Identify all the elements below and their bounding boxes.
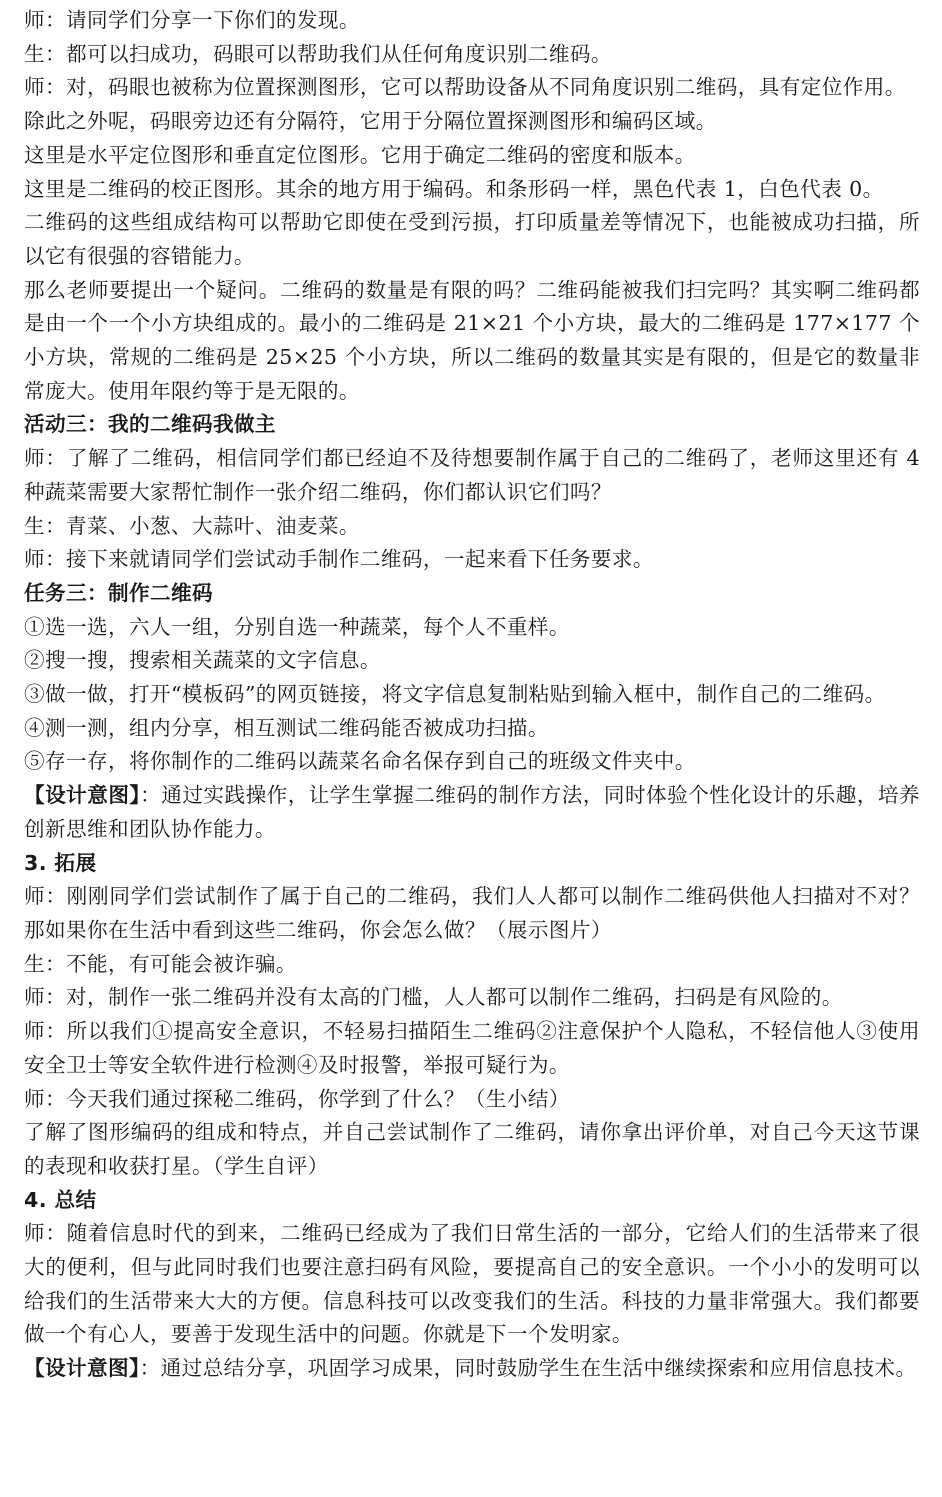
design-intent-text: ：通过总结分享，巩固学习成果，同时鼓励学生在生活中继续探索和应用信息技术。	[139, 1356, 917, 1381]
paragraph: 师：随着信息时代的到来，二维码已经成为了我们日常生活的一部分，它给人们的生活带来了很大的便利，但与此同时我们也要注意扫码有风险，要提高自己的安全意识。一个小小的发明可以给我们的生活带来大大的方便。信息科技可以改变我们的生活。科技的力量非常强大。我们都要做一个有心人，要善于发现生活中的问题。你就是下一个发明家。	[24, 1221, 920, 1347]
paragraph: 二维码的这些组成结构可以帮助它即使在受到污损，打印质量差等情况下，也能被成功扫描，所以它有很强的容错能力。	[24, 210, 920, 268]
paragraph: 师：今天我们通过探秘二维码，你学到了什么？（生小结）	[24, 1086, 570, 1111]
section-heading-task-three: 任务三：制作二维码	[24, 580, 213, 605]
design-intent-text: ：通过实践操作，让学生掌握二维码的制作方法，同时体验个性化设计的乐趣，培养创新思维和团队协作能力。	[24, 783, 920, 841]
section-heading-activity-three: 活动三：我的二维码我做主	[24, 412, 276, 437]
task-step: ②搜一搜，搜索相关蔬菜的文字信息。	[24, 648, 381, 673]
paragraph: 师：刚刚同学们尝试制作了属于自己的二维码，我们人人都可以制作二维码供他人扫描对不对？那如果你在生活中看到这些二维码，你会怎么做？（展示图片）	[24, 884, 920, 942]
task-step: ⑤存一存，将你制作的二维码以蔬菜名命名保存到自己的班级文件夹中。	[24, 749, 696, 774]
paragraph: 那么老师要提出一个疑问。二维码的数量是有限的吗？二维码能被我们扫完吗？其实啊二维码都是由一个一个小方块组成的。最小的二维码是 21×21 个小方块，最大的二维码是 177×177 个小方块，常规的二维码是 25×25 个小方块，所以二维码的数量其实是有限的，但是它的数量非常庞大。使用年限约等于是无限的。	[24, 277, 920, 403]
paragraph: 了解了图形编码的组成和特点，并自己尝试制作了二维码，请你拿出评价单，对自己今天这节课的表现和收获打星。（学生自评）	[24, 1120, 920, 1178]
paragraph: 生：不能，有可能会被诈骗。	[24, 951, 297, 976]
paragraph: 师：所以我们①提高安全意识，不轻易扫描陌生二维码②注意保护个人隐私，不轻信他人③使用安全卫士等安全软件进行检测④及时报警，举报可疑行为。	[24, 1019, 920, 1077]
paragraph: 生：都可以扫成功，码眼可以帮助我们从任何角度识别二维码。	[24, 41, 612, 66]
section-heading-summary: 4. 总结	[24, 1187, 97, 1212]
design-intent-label: 【设计意图】	[24, 783, 141, 808]
paragraph: 师：了解了二维码，相信同学们都已经迫不及待想要制作属于自己的二维码了，老师这里还有 4 种蔬菜需要大家帮忙制作一张介绍二维码，你们都认识它们吗？	[24, 446, 920, 504]
paragraph: 师：对，码眼也被称为位置探测图形，它可以帮助设备从不同角度识别二维码，具有定位作用。	[24, 75, 906, 100]
task-step: ④测一测，组内分享，相互测试二维码能否被成功扫描。	[24, 715, 549, 740]
paragraph: 师：对，制作一张二维码并没有太高的门槛，人人都可以制作二维码，扫码是有风险的。	[24, 985, 843, 1010]
paragraph: 除此之外呢，码眼旁边还有分隔符，它用于分隔位置探测图形和编码区域。	[24, 109, 717, 134]
design-intent-label: 【设计意图】	[24, 1356, 140, 1381]
design-intent-paragraph	[24, 1352, 920, 1386]
paragraph: 师：接下来就请同学们尝试动手制作二维码，一起来看下任务要求。	[24, 547, 654, 572]
task-step: ③做一做，打开“模板码”的网页链接，将文字信息复制粘贴到输入框中，制作自己的二维码。	[24, 682, 886, 707]
task-step: ①选一选，六人一组，分别自选一种蔬菜，每个人不重样。	[24, 614, 570, 639]
paragraph: 师：请同学们分享一下你们的发现。	[24, 8, 360, 32]
paragraph: 这里是二维码的校正图形。其余的地方用于编码。和条形码一样，黑色代表 1，白色代表 0。	[24, 176, 884, 201]
paragraph: 这里是水平定位图形和垂直定位图形。它用于确定二维码的密度和版本。	[24, 142, 696, 167]
paragraph: 生：青菜、小葱、大蒜叶、油麦菜。	[24, 513, 360, 538]
section-heading-extension: 3. 拓展	[24, 850, 97, 875]
design-intent-paragraph	[24, 779, 920, 846]
